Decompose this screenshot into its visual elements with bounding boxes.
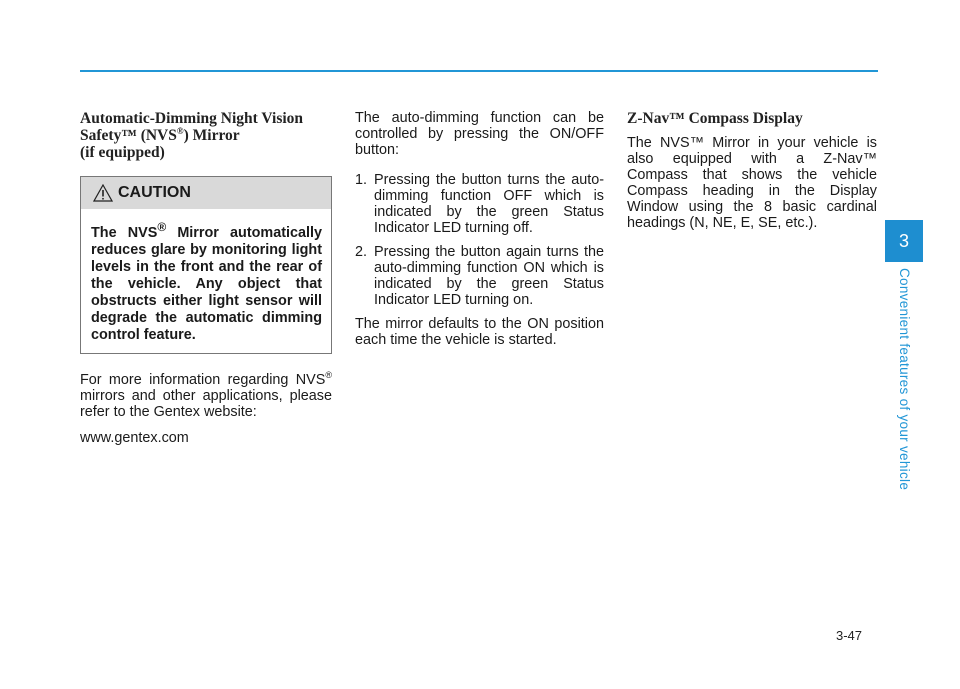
website-link[interactable]: www.gentex.com [80,429,189,446]
heading-line-2-end: ) Mirror [183,127,240,144]
caution-header [81,177,331,209]
list-item [355,172,604,236]
step-text: Pressing the button turns the auto-dimming function OFF which is indicated by the green Status Indicator LED turning off. [374,172,604,236]
chapter-title: Convenient features of your vehicle [897,268,912,491]
steps-list [355,172,604,308]
section-heading-nvs-mirror [80,110,332,161]
caution-text [81,209,331,353]
caution-title: CAUTION [118,184,191,201]
column-right [627,110,877,231]
registered-mark: ® [325,370,332,380]
heading-line-1: Automatic-Dimming Night Vision [80,110,304,127]
page-number: 3-47 [836,628,863,643]
heading-line-2: Safety™ (NVS [80,127,177,144]
chapter-number-tab: 3 [885,220,923,262]
outro-paragraph: The mirror defaults to the ON position each time the vehicle is started. [355,316,604,348]
column-middle [355,110,604,348]
top-rule [80,70,878,72]
warning-triangle-icon [93,184,113,202]
column-left [80,110,332,446]
registered-mark: ® [176,125,184,136]
caution-box [80,176,332,354]
list-item [355,244,604,308]
step-number: 1. [355,172,368,188]
info-text-end: mirrors and other applications, please refer to the Gentex website: [80,387,332,420]
registered-mark: ® [157,220,167,234]
caution-text-end: Mirror automatically reduces glare by monitoring light levels in the front and the rear of the vehicle. Any object that obstructs either light sensor will degrade the automatic dimming control feature. [91,224,323,343]
intro-paragraph: The auto-dimming function can be controlled by pressing the ON/OFF button: [355,110,604,158]
info-text-start: For more information regarding NVS [80,371,326,388]
caution-text-start: The NVS [91,224,158,241]
step-text: Pressing the button again turns the auto-dimming function ON which is indicated by the green Status Indicator LED turning on. [374,244,604,308]
step-number: 2. [355,244,368,260]
section-heading-compass: Z-Nav™ Compass Display [627,110,803,127]
heading-line-3: (if equipped) [80,144,165,161]
compass-paragraph: The NVS™ Mirror in your vehicle is also equipped with a Z-Nav™ Compass that shows the vehicle Compass heading in the Display Window using the 8 basic cardinal headings (N, NE, E, SE, etc.). [627,135,877,231]
more-info-paragraph [80,372,332,420]
